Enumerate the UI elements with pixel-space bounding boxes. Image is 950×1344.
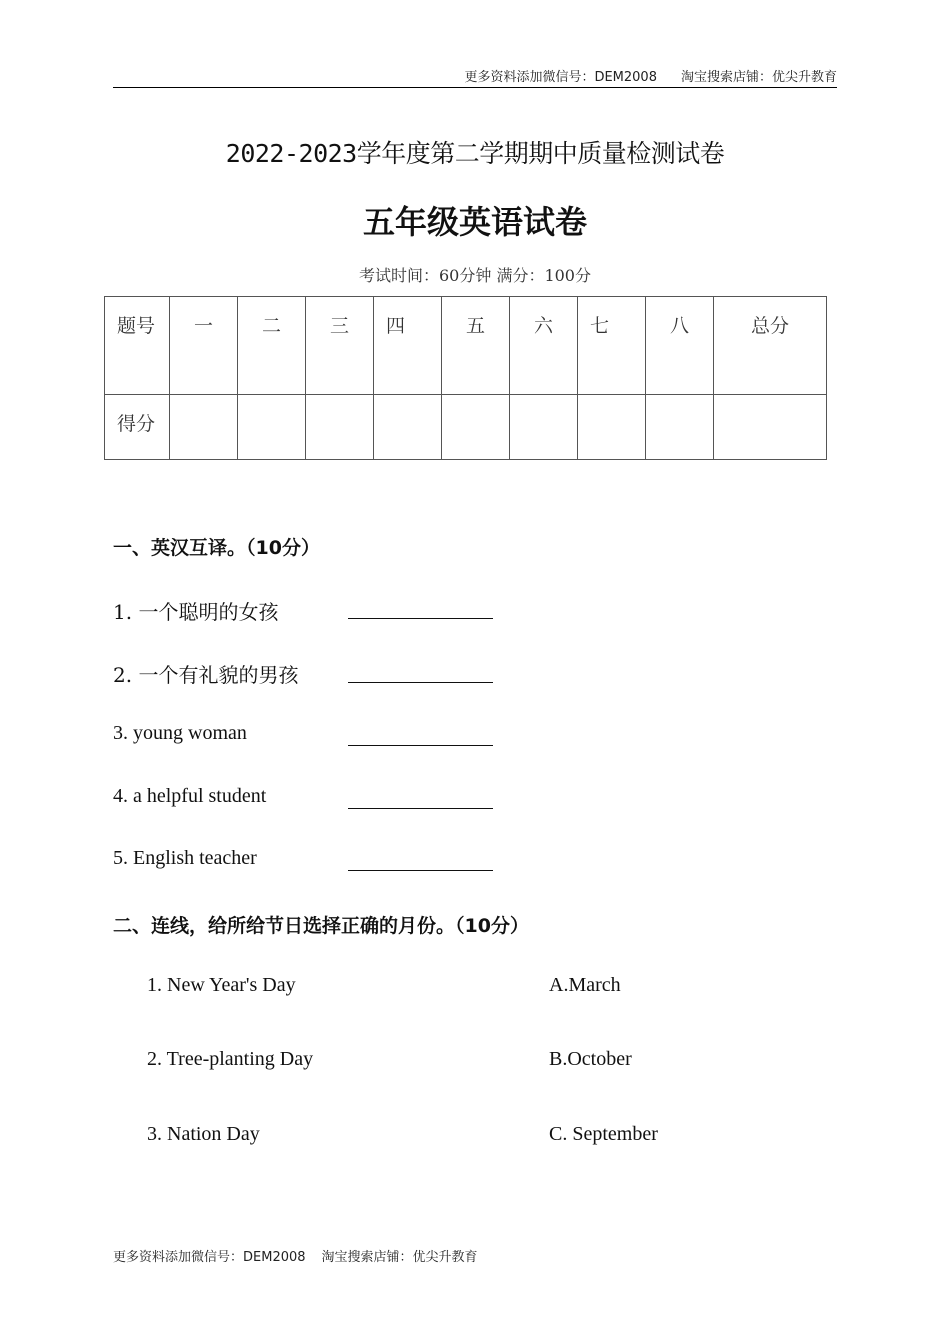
section1-question: 1. 一个聪明的女孩 (113, 600, 279, 624)
section1-title: 一、英汉互译。（10分） (113, 537, 320, 559)
score-table-header-row (105, 297, 827, 395)
section1-question: 3. young woman (113, 722, 247, 744)
holiday-item[interactable]: 3. Nation Day (147, 1123, 260, 1145)
answer-blank[interactable] (348, 618, 493, 619)
answer-blank[interactable] (348, 870, 493, 871)
score-cell[interactable] (646, 395, 714, 460)
exam-title: 2022-2023学年度第二学期期中质量检测试卷 (225, 139, 725, 168)
score-header-cell: 五 (442, 297, 510, 395)
score-cell[interactable] (714, 395, 827, 460)
exam-subtitle: 五年级英语试卷 (362, 203, 587, 241)
header-rule (113, 87, 837, 88)
score-cell[interactable] (510, 395, 578, 460)
score-cell[interactable] (238, 395, 306, 460)
header-shop: 淘宝搜索店铺：优尖升教育 (680, 70, 837, 85)
score-header-cell: 七 (578, 297, 646, 395)
month-option[interactable]: C. September (549, 1123, 658, 1145)
header-note (464, 66, 837, 85)
score-cell[interactable] (578, 395, 646, 460)
footer-note (113, 1246, 478, 1265)
exam-info: 考试时间：60分钟 满分：100分 (359, 266, 591, 285)
answer-blank[interactable] (348, 682, 493, 683)
section2-title: 二、连线，给所给节日选择正确的月份。（10分） (113, 915, 529, 937)
score-header-cell: 一 (170, 297, 238, 395)
score-header-cell: 总分 (714, 297, 827, 395)
month-option[interactable]: A.March (549, 974, 621, 996)
footer-shop: 淘宝搜索店铺：优尖升教育 (321, 1250, 478, 1265)
header-wechat: 更多资料添加微信号：DEM2008 (464, 70, 657, 85)
score-header-cell: 题号 (105, 297, 170, 395)
score-header-cell: 六 (510, 297, 578, 395)
score-cell[interactable] (306, 395, 374, 460)
score-header-cell: 二 (238, 297, 306, 395)
answer-blank[interactable] (348, 808, 493, 809)
score-table (104, 296, 827, 460)
score-cell[interactable] (442, 395, 510, 460)
holiday-item[interactable]: 2. Tree-planting Day (147, 1048, 314, 1070)
score-header-cell: 三 (306, 297, 374, 395)
section1-question: 5. English teacher (113, 847, 257, 869)
holiday-item[interactable]: 1. New Year's Day (147, 974, 296, 996)
score-cell[interactable] (374, 395, 442, 460)
section1-question: 4. a helpful student (113, 785, 267, 807)
score-cell[interactable] (170, 395, 238, 460)
footer-wechat: 更多资料添加微信号：DEM2008 (113, 1250, 306, 1265)
score-header-cell: 四 (374, 297, 442, 395)
score-table-score-row (105, 395, 827, 460)
score-header-cell: 八 (646, 297, 714, 395)
score-row-label: 得分 (105, 395, 170, 460)
month-option[interactable]: B.October (549, 1048, 632, 1070)
section1-question: 2. 一个有礼貌的男孩 (113, 663, 299, 687)
answer-blank[interactable] (348, 745, 493, 746)
